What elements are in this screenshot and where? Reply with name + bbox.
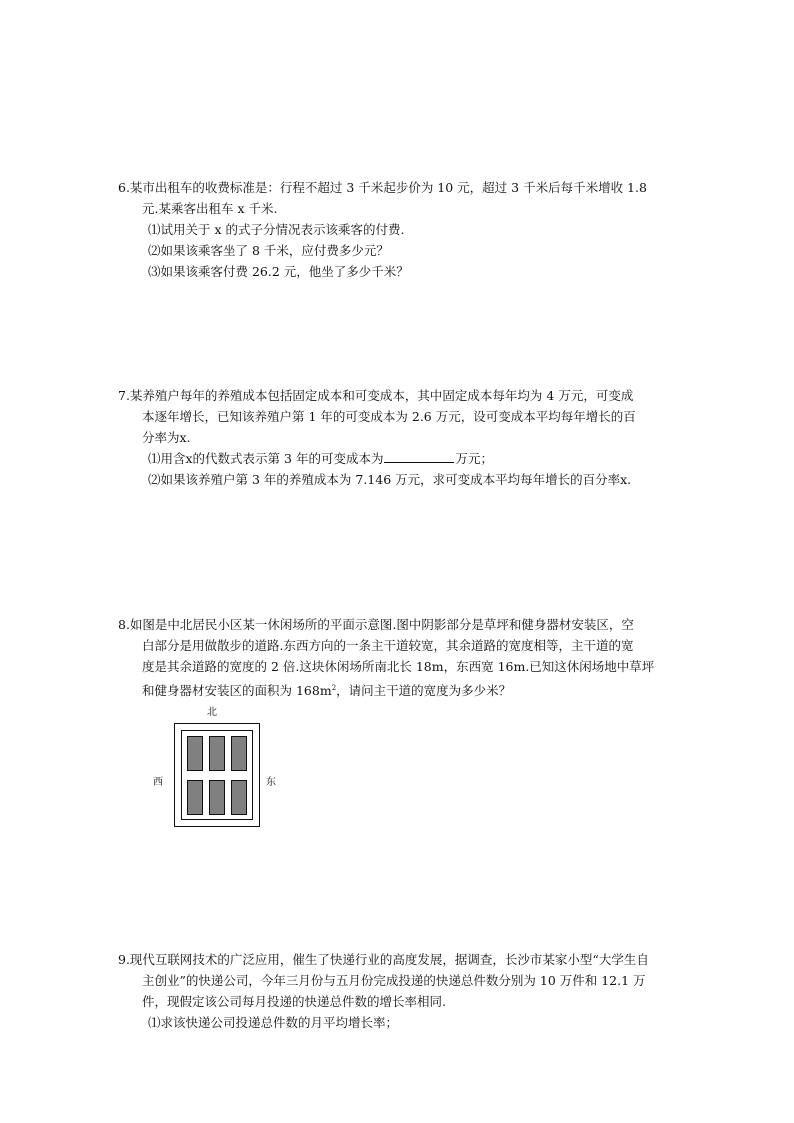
problem-8-line-4-text: 和健身器材安装区的面积为 168m — [142, 683, 332, 699]
grass-plot — [187, 780, 203, 815]
problem-7-sub-1-unit: 万元； — [455, 451, 493, 466]
problem-9-line-2: 主创业”的快递公司，今年三月份与五月份完成投递的快递总件数分别为 10 万件和 12.1 万 — [142, 973, 646, 988]
problem-9-line-3: 件，现假定该公司每月投递的快递总件数的增长率相同. — [142, 994, 446, 1009]
problem-6-sub-1: ⑴试用关于 x 的式子分情况表示该乘客的付费. — [148, 222, 405, 237]
grass-plot — [231, 736, 247, 771]
problem-8-line-3: 度是其余道路的宽度的 2 倍.这块休闲场所南北长 18m，东西宽 16m.已知这休闲场地中草坪 — [142, 659, 655, 674]
problem-6-sub-2: ⑵如果该乘客坐了 8 千米，应付费多少元？ — [148, 243, 389, 258]
grass-plot — [231, 780, 247, 815]
problem-7-sub-2: ⑵如果该养殖户第 3 年的养殖成本为 7.146 万元，求可变成本平均每年增长的百分率x. — [148, 472, 632, 487]
problem-7-line-3: 分率为x. — [142, 430, 191, 445]
problem-9-sub-1: ⑴求该快递公司投递总件数的月平均增长率； — [148, 1015, 399, 1030]
problem-8-line-2: 白部分是用做散步的道路.东西方向的一条主干道较宽，其余道路的宽度相等，主干道的宽 — [142, 638, 634, 653]
park-inner-boundary — [181, 730, 253, 820]
problem-9-line-1: 9.现代互联网技术的广泛应用，催生了快递行业的高度发展，据调查，长沙市某家小型“大学生自 — [118, 952, 649, 967]
answer-blank — [384, 449, 454, 463]
grass-plot — [187, 736, 203, 771]
problem-6-line-1: 6.某市出租车的收费标准是：行程不超过 3 千米起步价为 10 元，超过 3 千米后每千米增收 1.8 — [118, 180, 647, 195]
problem-6-sub-3: ⑶如果该乘客付费 26.2 元，他坐了多少千米？ — [148, 264, 409, 279]
problem-6-line-2: 元.某乘客出租车 x 千米. — [142, 201, 278, 216]
problem-7-line-2: 本逐年增长，已知该养殖户第 1 年的可变成本为 2.6 万元，设可变成本平均每年增长的百 — [142, 409, 636, 424]
grass-plot — [209, 780, 225, 815]
problem-8-line-4-question: ，请问主干道的宽度为多少米？ — [336, 683, 512, 699]
problem-7-sub-1 — [148, 449, 493, 469]
park-outer-boundary — [174, 723, 260, 827]
grass-plot — [209, 736, 225, 771]
north-label: 北 — [207, 707, 217, 718]
problem-7-line-1: 7.某养殖户每年的养殖成本包括固定成本和可变成本，其中固定成本每年均为 4 万元，可变成 — [118, 388, 634, 403]
problem-7-sub-1-text: ⑴用含x的代数式表示第 3 年的可变成本为 — [148, 451, 384, 466]
problem-8-line-4 — [142, 678, 511, 698]
area-exponent: 2 — [331, 684, 337, 692]
west-label: 西 — [153, 777, 163, 788]
east-label: 东 — [266, 777, 276, 788]
problem-8-line-1: 8.如图是中北居民小区某一休闲场所的平面示意图.图中阴影部分是草坪和健身器材安装区，空 — [118, 617, 634, 632]
park-diagram — [150, 705, 290, 835]
